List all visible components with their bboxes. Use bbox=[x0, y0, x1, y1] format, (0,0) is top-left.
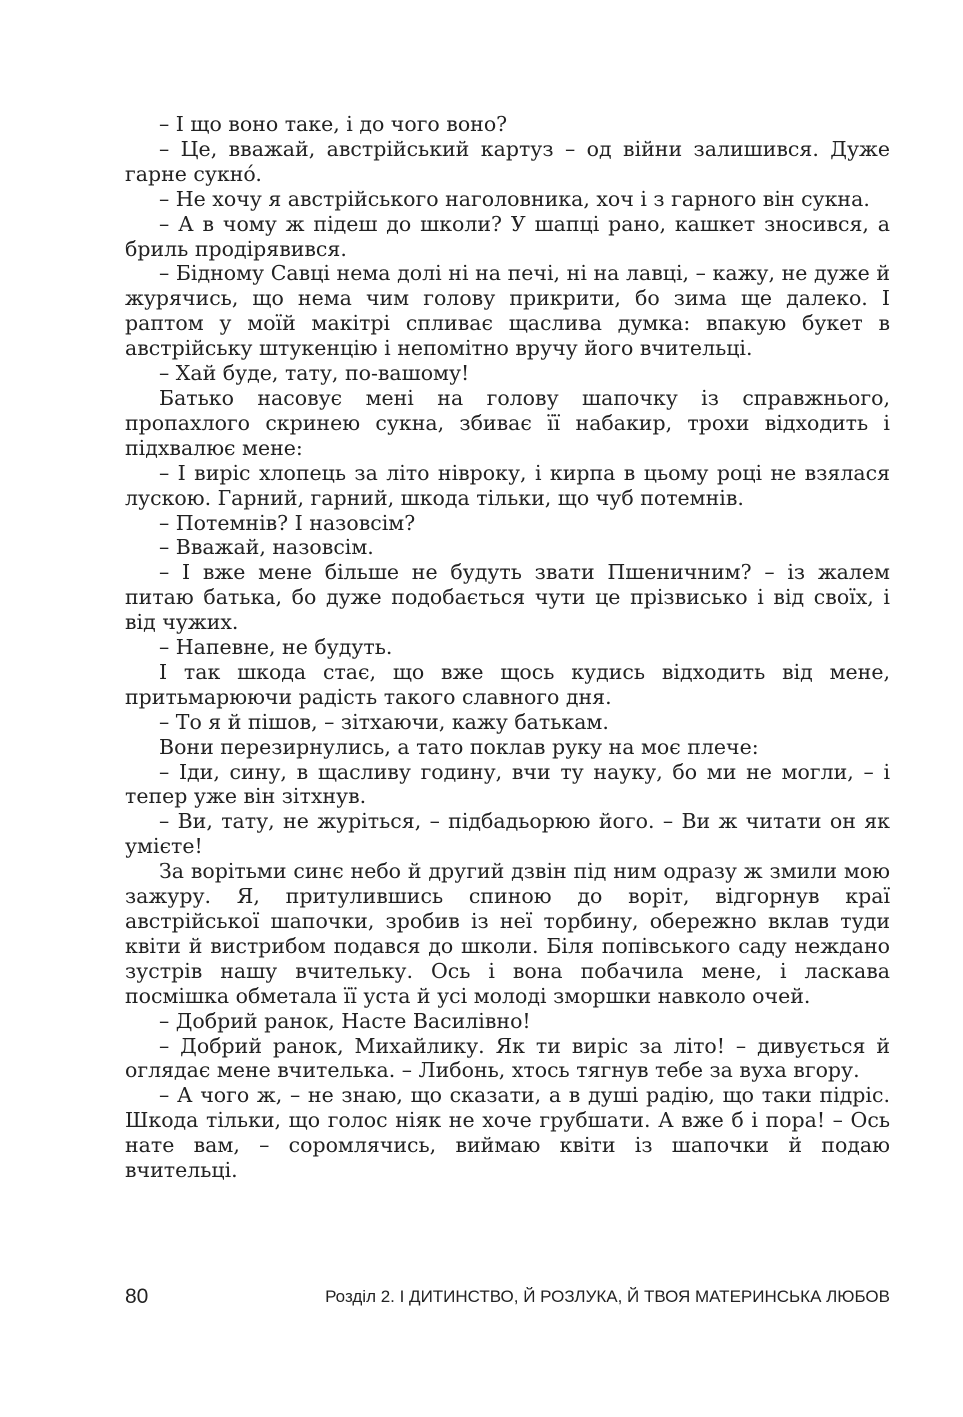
paragraph-20: – Добрий ранок, Михайлику. Як ти виріс за літо! – дивується й оглядає мене вчителька. – Либонь, хтось тягнув тебе за вуха вгору. bbox=[125, 1033, 890, 1083]
page-number: 80 bbox=[125, 1285, 149, 1308]
paragraph-8: – І виріс хлопець за літо нівроку, і кирпа в цьому році не взялася лускою. Гарний, гарний, шкода тільки, що чуб потемнів. bbox=[125, 460, 890, 510]
paragraph-6: – Хай буде, тату, по-вашому! bbox=[159, 361, 470, 386]
paragraph-10: – Вважай, назовсім. bbox=[159, 535, 374, 560]
paragraph-1: – І що воно таке, і до чого воно? bbox=[159, 112, 508, 136]
running-title: Розділ 2. І ДИТИНСТВО, Й РОЗЛУКА, Й ТВОЯ МАТЕРИНСЬКА ЛЮБОВ bbox=[325, 1287, 890, 1306]
paragraph-15: Вони перезирнулись, а тато поклав руку на моє плече: bbox=[159, 734, 759, 759]
paragraph-16: – Іди, сину, в щасливу годину, вчи ту науку, бо ми не могли, – і тепер уже він зітхнув. bbox=[125, 759, 890, 809]
paragraph-9: – Потемнів? І назовсім? bbox=[159, 510, 416, 535]
paragraph-7: Батько насовує мені на голову шапочку із справжнього, пропахлого скринею сукна, збиває її набакир, трохи відходить і підхвалює мене: bbox=[125, 385, 890, 460]
paragraph-5: – Бідному Савці нема долі ні на печі, ні на лавці, – кажу, не дуже й журячись, що нема чим голову прикрити, бо зима ще далеко. І раптом у моїй макітрі спливає щаслива думка: впакую букет в австрійську штукенцію і непомітно вручу його вчительці. bbox=[125, 261, 890, 361]
page-footer bbox=[125, 1284, 890, 1310]
paragraph-13: І так шкода стає, що вже щось кудись відходить від мене, притьмарюючи радість такого славного дня. bbox=[125, 659, 890, 709]
paragraph-18: За ворітьми синє небо й другий дзвін під ним одразу ж змили мою зажуру. Я, притулившись спиною до воріт, відгорнув краї австрійської шапочки, зробив із неї торбину, обережно вклав туди квіти й вистрибом подався до школи. Біля попівського саду неждано зустрів нашу вчительку. Ось і вона побачила мене, і ласкава посмішка обметала її уста й усі молоді зморшки навколо очей. bbox=[125, 859, 890, 1008]
paragraph-4: – А в чому ж підеш до школи? У шапці рано, кашкет зносився, а бриль продірявився. bbox=[125, 211, 890, 261]
paragraph-11: – І вже мене більше не будуть звати Пшеничним? – із жалем питаю батька, бо дуже подобається чути це прізвисько і від своїх, і від чужих. bbox=[125, 560, 890, 635]
paragraph-21: – А чого ж, – не знаю, що сказати, а в душі радію, що таки підріс. Шкода тільки, що голос ніяк не хоче грубшати. А вже б і пора! – Ось нате вам, – соромлячись, виймаю квіти із шапочки й подаю вчительці. bbox=[125, 1083, 890, 1183]
body-text bbox=[125, 112, 890, 1183]
paragraph-17: – Ви, тату, не журіться, – підбадьорюю його. – Ви ж читати он як умієте! bbox=[125, 809, 890, 859]
paragraph-19: – Добрий ранок, Насте Василівно! bbox=[159, 1008, 531, 1033]
paragraph-14: – То я й пішов, – зітхаючи, кажу батькам. bbox=[159, 709, 609, 734]
paragraph-12: – Напевне, не будуть. bbox=[159, 635, 393, 660]
paragraph-2: – Це, вважай, австрійський картуз – од війни залишився. Дуже гарне сукнó. bbox=[125, 136, 890, 186]
paragraph-3: – Не хочу я австрійського наголовника, хоч і з гарного він сукна. bbox=[159, 186, 870, 211]
